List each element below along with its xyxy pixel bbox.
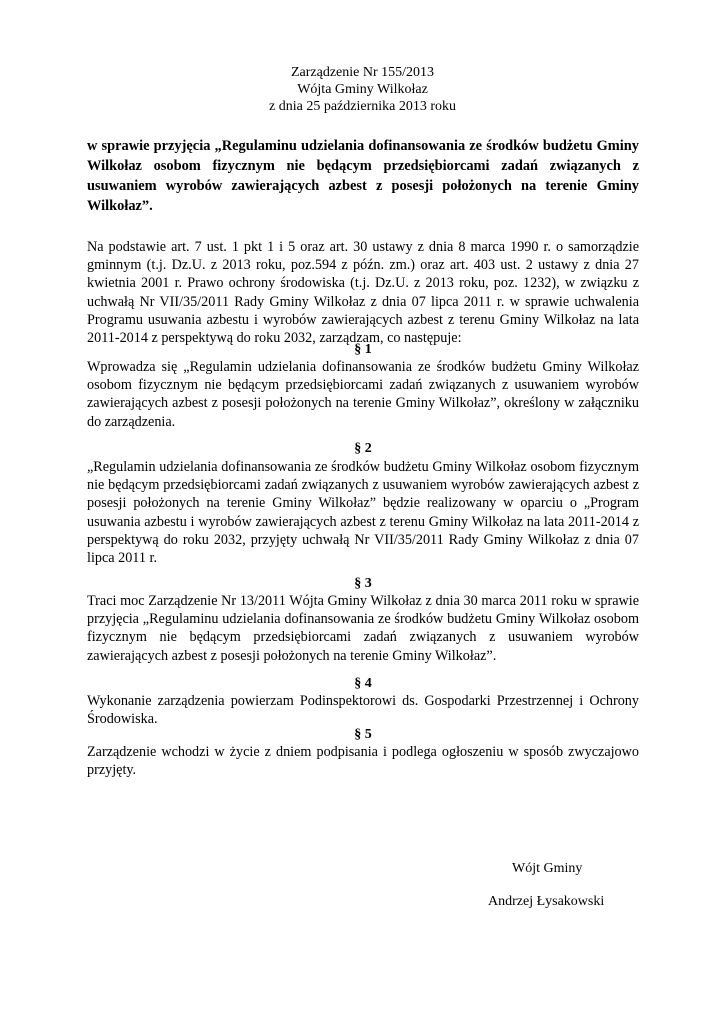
section-4-mark: § 4 [354, 676, 372, 691]
section-5-mark: § 5 [354, 727, 372, 742]
signatory-title: Wójt Gminy [512, 861, 583, 876]
section-5-text: Zarządzenie wchodzi w życie z dniem podpisania i podlega ogłoszeniu w sposób zwyczajowo przyjęty. [87, 744, 639, 779]
section-2-text: „Regulamin udzielania dofinansowania ze środków budżetu Gminy Wilkołaz osobom fizycznym nie będącym przedsiębiorcami zadań związanych z usuwaniem wyrobów zawierających azbest z posesji położonych na terenie Gminy Wilkołaz” będzie realizowany w oparciu o „Program usuwania azbestu i wyrobów zawierających azbest z terenu Gminy Wilkołaz na lata 2011-2014 z perspektywą do roku 2032, przyjęty uchwałą Nr VII/35/2011 Rady Gminy Wilkołaz z dnia 07 lipca 2011 r. [87, 459, 639, 567]
section-3-text: Traci moc Zarządzenie Nr 13/2011 Wójta Gminy Wilkołaz z dnia 30 marca 2011 roku w sprawie przyjęcia „Regulaminu udzielania dofinansowania ze środków budżetu Gminy Wilkołaz osobom fizycznym nie będącym przedsiębiorcami zadań związanych z usuwaniem wyrobów zawierających azbest z posesji położonych na terenie Gminy Wilkołaz”. [87, 593, 639, 664]
signatory-name: Andrzej Łysakowski [488, 894, 605, 909]
subject-heading: w sprawie przyjęcia „Regulaminu udzielania dofinansowania ze środków budżetu Gminy Wilkołaz osobom fizycznym nie będącym przedsiębiorcami zadań związanych z usuwaniem wyrobów zawierających azbest z posesji położonych na terenie Gminy Wilkołaz”. [87, 138, 639, 214]
section-4-text: Wykonanie zarządzenia powierzam Podinspektorowi ds. Gospodarki Przestrzennej i Ochrony Środowiska. [87, 693, 639, 728]
legal-basis-paragraph: Na podstawie art. 7 ust. 1 pkt 1 i 5 oraz art. 30 ustawy z dnia 8 marca 1990 r. o samorządzie gminnym (t.j. Dz.U. z 2013 roku, poz.594 z późn. zm.) oraz art. 403 ust. 2 ustawy z dnia 27 kwietnia 2001 r. Prawo ochrony środowiska (t.j. Dz.U. z 2013 roku, poz. 1232), w związku z uchwałą Nr VII/35/2011 Rady Gminy Wilkołaz z dnia 07 lipca 2011 r. w sprawie uchwalenia Programu usuwania azbestu i wyrobów zawierających azbest z terenu Gminy Wilkołaz na lata 2011-2014 z perspektywą do roku 2032, zarządzam, co następuje: [87, 239, 639, 347]
ordinance-number: Zarządzenie Nr 155/2013 [290, 65, 435, 80]
section-1-mark: § 1 [354, 342, 372, 357]
issue-date: z dnia 25 października 2013 roku [269, 99, 456, 114]
section-1-text: Wprowadza się „Regulamin udzielania dofinansowania ze środków budżetu Gminy Wilkołaz osobom fizycznym nie będącym przedsiębiorcami zadań związanych z usuwaniem wyrobów zawierających azbest z posesji położonych na terenie Gminy Wilkołaz”, określony w załączniku do zarządzenia. [87, 359, 639, 430]
section-2-mark: § 2 [354, 441, 372, 456]
section-3-mark: § 3 [354, 576, 372, 591]
issuer: Wójta Gminy Wilkołaz [297, 82, 428, 97]
